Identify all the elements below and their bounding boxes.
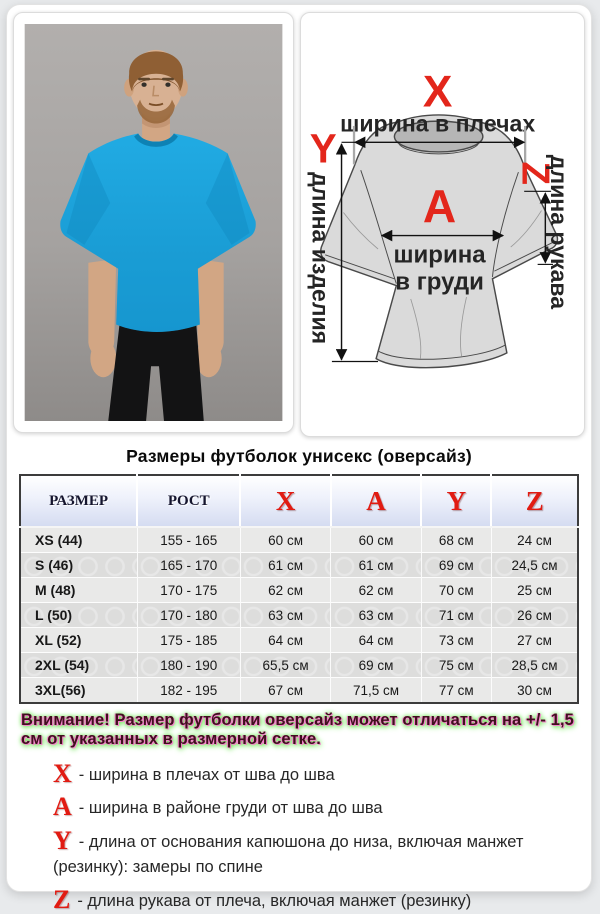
cell-y: 69 см — [421, 553, 491, 578]
cell-height: 175 - 185 — [137, 628, 240, 653]
col-header-z — [491, 475, 578, 527]
size-table-title: Размеры футболок унисекс (оверсайз) — [126, 446, 472, 466]
table-row — [20, 578, 578, 603]
cell-z: 24,5 см — [491, 553, 578, 578]
a-label-line1: ширина — [393, 241, 486, 269]
x-letter: X — [422, 67, 453, 117]
cell-a: 60 см — [331, 527, 421, 553]
legend-text-x: - ширина в плечах от шва до шва — [78, 765, 335, 784]
cell-z: 30 см — [491, 678, 578, 704]
size-table — [19, 474, 579, 704]
legend-item-y — [53, 828, 541, 880]
cell-height: 165 - 170 — [137, 553, 240, 578]
table-row — [20, 553, 578, 578]
col-header-x-label: X — [275, 485, 296, 516]
cell-size: S (46) — [20, 553, 137, 578]
z-label: длина рукава — [546, 154, 573, 310]
cell-x: 60 см — [240, 527, 330, 553]
cell-y: 73 см — [421, 628, 491, 653]
col-header-y — [421, 475, 491, 527]
a-letter: A — [422, 180, 457, 233]
col-header-z-label: Z — [525, 485, 544, 516]
cell-size: M (48) — [20, 578, 137, 603]
warning-note: Внимание! Размер футболки оверсайз может отличаться на +/- 1,5 см от указанных в размерной сетке. — [21, 711, 574, 748]
col-header-x — [240, 475, 330, 527]
table-row — [20, 653, 578, 678]
legend-item-z — [53, 884, 541, 914]
cell-a: 69 см — [331, 653, 421, 678]
cell-size: 2XL (54) — [20, 653, 137, 678]
legend-letter-x: X — [53, 758, 72, 788]
cell-x: 67 см — [240, 678, 330, 704]
col-header-a-label: A — [366, 485, 386, 516]
cell-size: L (50) — [20, 603, 137, 628]
table-header-row — [20, 475, 578, 527]
cell-z: 27 см — [491, 628, 578, 653]
cell-height: 182 - 195 — [137, 678, 240, 704]
cell-height: 170 - 175 — [137, 578, 240, 603]
cell-x: 61 см — [240, 553, 330, 578]
cell-size: 3XL(56) — [20, 678, 137, 704]
table-row — [20, 678, 578, 704]
table-row — [20, 628, 578, 653]
legend-letter-y: Y — [53, 826, 72, 856]
legend-item-a — [53, 794, 541, 821]
col-header-a — [331, 475, 421, 527]
col-header-size-label: РАЗМЕР — [49, 493, 109, 509]
cell-x: 64 см — [240, 628, 330, 653]
size-chart-card — [6, 4, 592, 914]
cell-x: 65,5 см — [240, 653, 330, 678]
cell-z: 28,5 см — [491, 653, 578, 678]
cell-y: 75 см — [421, 653, 491, 678]
legend-text-y: - длина от основания капюшона до низа, включая манжет (резинку): замеры по спине — [53, 833, 524, 876]
cell-a: 64 см — [331, 628, 421, 653]
table-row — [20, 527, 578, 553]
legend-text-z: - длина рукава от плеча, включая манжет (резинку) — [77, 891, 472, 910]
cell-y: 70 см — [421, 578, 491, 603]
cell-y: 68 см — [421, 527, 491, 553]
col-header-size — [20, 475, 137, 527]
cell-a: 63 см — [331, 603, 421, 628]
cell-a: 62 см — [331, 578, 421, 603]
y-letter: Y — [309, 125, 337, 172]
col-header-height-label: РОСТ — [167, 493, 210, 509]
cell-a: 71,5 см — [331, 678, 421, 704]
model-photo-card — [13, 12, 294, 433]
size-table-wrap — [19, 474, 579, 704]
cell-z: 24 см — [491, 527, 578, 553]
cell-size: XS (44) — [20, 527, 137, 553]
z-letter: Z — [513, 161, 557, 186]
cell-height: 170 - 180 — [137, 603, 240, 628]
legend-item-x — [53, 758, 541, 788]
col-header-y-label: Y — [446, 485, 467, 516]
cell-y: 77 см — [421, 678, 491, 704]
cell-z: 25 см — [491, 578, 578, 603]
cell-x: 62 см — [240, 578, 330, 603]
legend-letter-a: A — [53, 792, 72, 822]
cell-a: 61 см — [331, 553, 421, 578]
measurement-diagram — [305, 17, 580, 432]
cell-z: 26 см — [491, 603, 578, 628]
legend-text-a: - ширина в районе груди от шва до шва — [78, 799, 383, 818]
image-row — [7, 5, 591, 437]
x-label: ширина в плечах — [340, 110, 536, 137]
cell-y: 71 см — [421, 603, 491, 628]
y-label: длина изделия — [307, 172, 334, 345]
cell-height: 155 - 165 — [137, 527, 240, 553]
measurement-legend — [53, 758, 591, 914]
cell-height: 180 - 190 — [137, 653, 240, 678]
legend-letter-z: Z — [53, 884, 71, 914]
table-row — [20, 603, 578, 628]
measurement-diagram-card — [300, 12, 585, 437]
model-photo — [25, 24, 282, 421]
a-label-line2: в груди — [395, 268, 484, 296]
col-header-height — [137, 475, 240, 527]
cell-x: 63 см — [240, 603, 330, 628]
cell-size: XL (52) — [20, 628, 137, 653]
